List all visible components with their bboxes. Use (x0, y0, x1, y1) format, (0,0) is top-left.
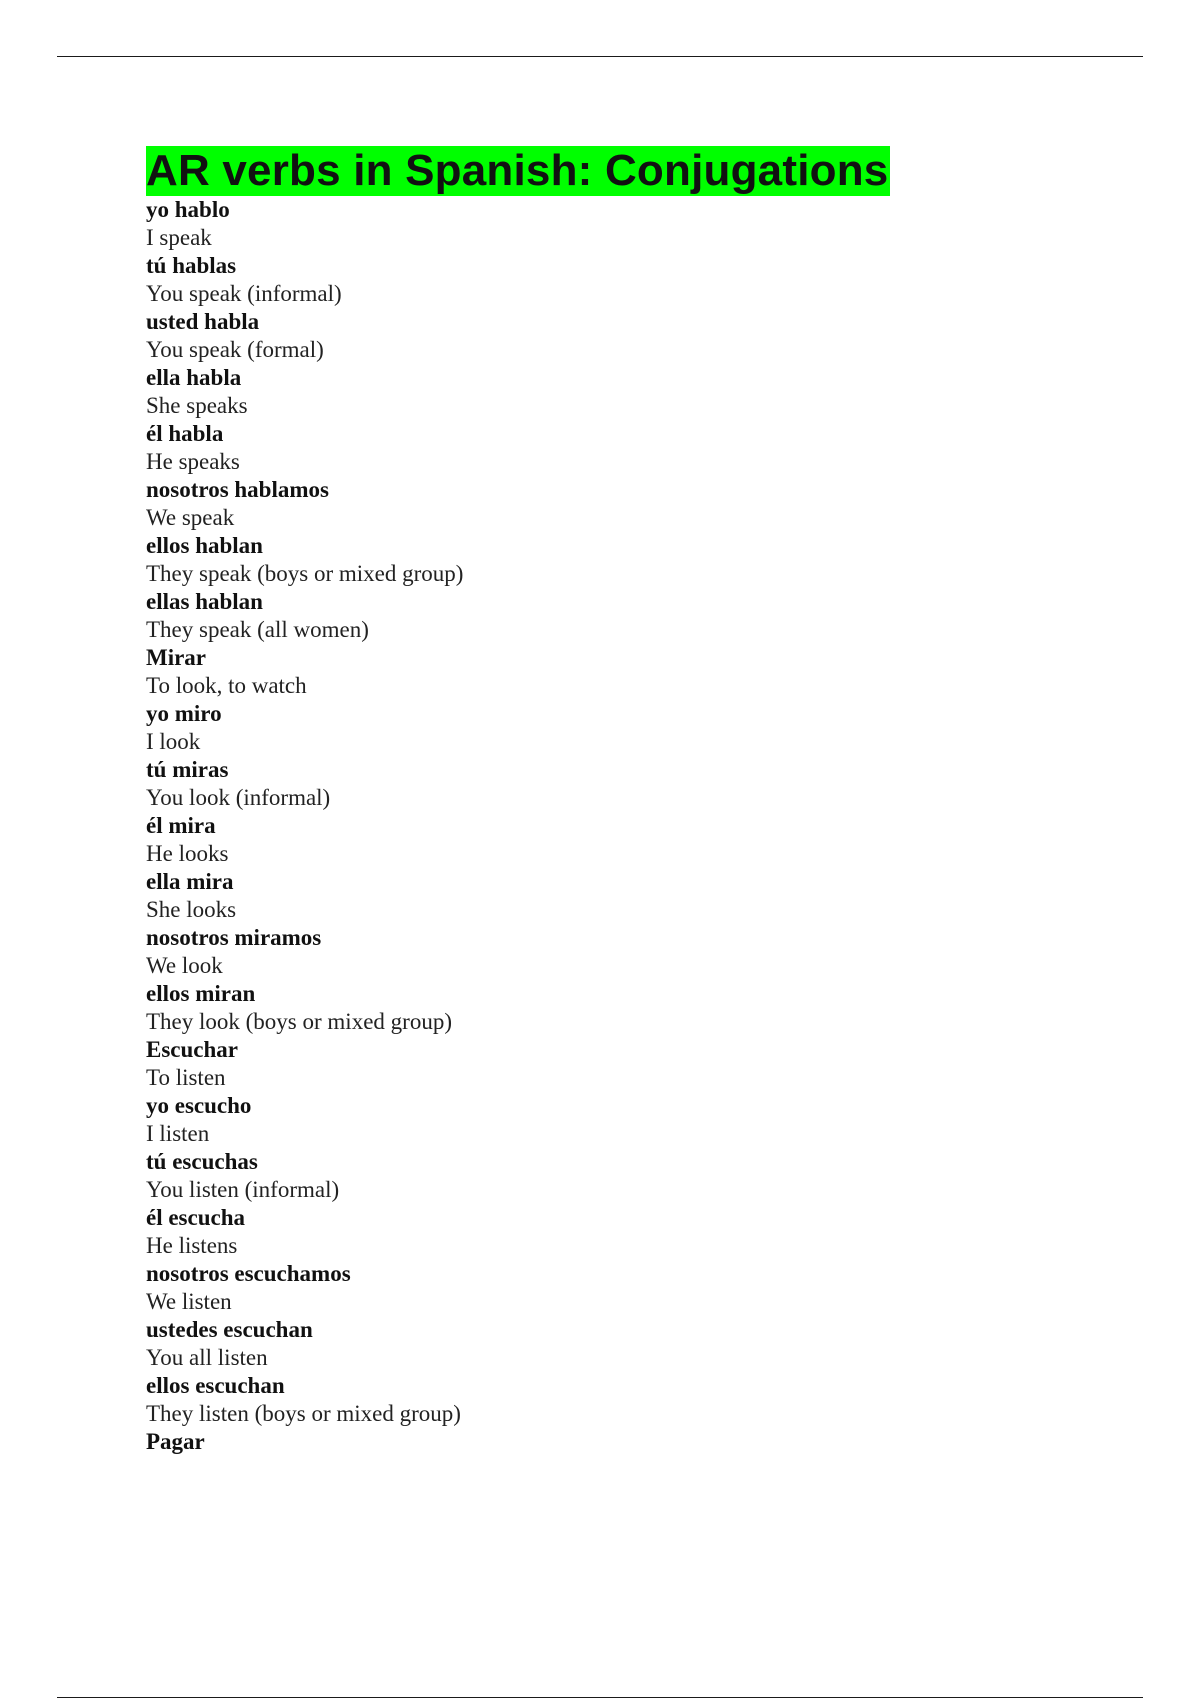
entry-meaning: They look (boys or mixed group) (146, 1009, 452, 1034)
entry-meaning: He speaks (146, 449, 240, 474)
entry-meaning: They listen (boys or mixed group) (146, 1401, 461, 1426)
entry-term: Pagar (146, 1429, 205, 1454)
entry-meaning: She speaks (146, 393, 248, 418)
document-title: AR verbs in Spanish: Conjugations (146, 146, 889, 195)
entry-meaning: To look, to watch (146, 673, 307, 698)
entry-meaning: They speak (boys or mixed group) (146, 561, 464, 586)
entry-meaning: We speak (146, 505, 235, 530)
entry-term: yo escucho (146, 1093, 252, 1118)
entry-term: yo miro (146, 701, 222, 726)
entry-term: Escuchar (146, 1037, 238, 1062)
entry-term: ellos escuchan (146, 1373, 285, 1398)
entry-meaning: To listen (146, 1065, 226, 1090)
entry-meaning: You listen (informal) (146, 1177, 340, 1202)
entry-meaning: You all listen (146, 1345, 268, 1370)
entry-term: ella habla (146, 365, 242, 390)
entry-term: Mirar (146, 645, 207, 670)
entry-meaning: You look (informal) (146, 785, 331, 810)
entry-meaning: He looks (146, 841, 229, 866)
entry-meaning: I look (146, 729, 201, 754)
top-rule (57, 56, 1143, 57)
entry-meaning: We look (146, 953, 223, 978)
entry-term: nosotros escuchamos (146, 1261, 351, 1286)
entry-term: yo hablo (146, 197, 230, 222)
entry-term: él escucha (146, 1205, 246, 1230)
entry-meaning: He listens (146, 1233, 238, 1258)
entry-term: tú escuchas (146, 1149, 258, 1174)
entry-meaning: You speak (informal) (146, 281, 342, 306)
entry-term: nosotros miramos (146, 925, 322, 950)
entry-term: él mira (146, 813, 216, 838)
entry-term: nosotros hablamos (146, 477, 329, 502)
entry-term: ella mira (146, 869, 234, 894)
entry-meaning: I speak (146, 225, 212, 250)
entry-term: tú miras (146, 757, 229, 782)
entry-term: ellas hablan (146, 589, 263, 614)
entry-meaning: She looks (146, 897, 237, 922)
entry-meaning: You speak (formal) (146, 337, 324, 362)
entry-term: usted habla (146, 309, 260, 334)
document-body (146, 146, 1146, 1456)
entry-term: él habla (146, 421, 224, 446)
entry-term: ustedes escuchan (146, 1317, 313, 1342)
entry-meaning: I listen (146, 1121, 210, 1146)
entry-term: tú hablas (146, 253, 237, 278)
entry-term: ellos miran (146, 981, 256, 1006)
entry-meaning: They speak (all women) (146, 617, 369, 642)
bottom-rule (57, 1697, 1143, 1698)
entry-meaning: We listen (146, 1289, 232, 1314)
entry-list (146, 196, 1146, 1456)
entry-term: ellos hablan (146, 533, 263, 558)
